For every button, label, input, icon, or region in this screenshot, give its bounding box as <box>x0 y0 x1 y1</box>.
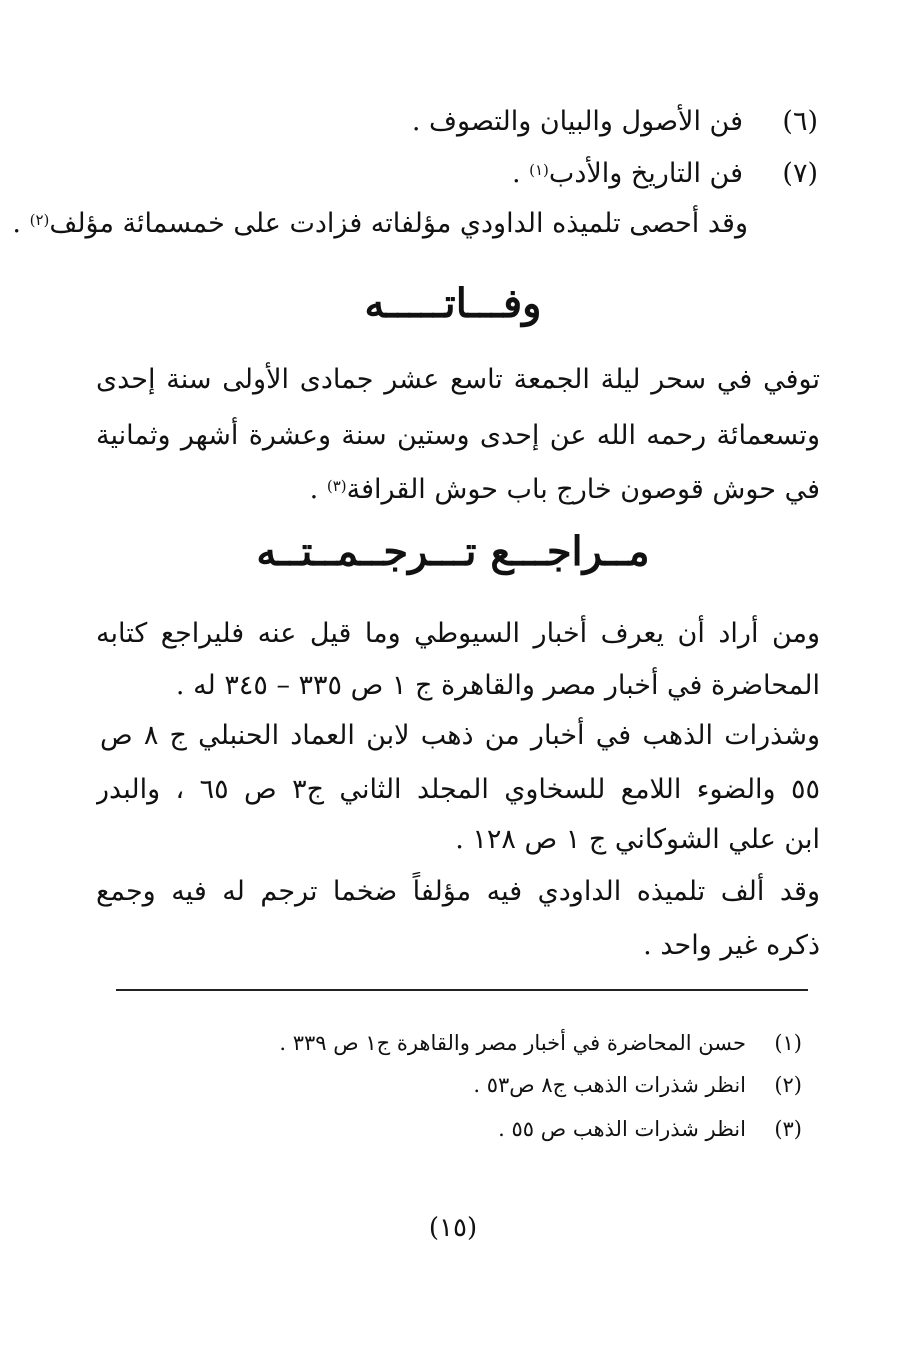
footnote-number: (١) <box>774 1031 802 1055</box>
section-heading-death: وفـــاتـــــه <box>364 280 542 327</box>
intro-paragraph: وقد أحصى تلميذه الداودي مؤلفاته فزادت على خمسمائة مؤلف$^{(٢)}$ . <box>12 208 748 239</box>
footnote-ref: (٣) <box>326 477 347 495</box>
footnote-item <box>279 1028 802 1058</box>
footnote-ref: (٢) <box>29 211 50 229</box>
footnote-number: (٣) <box>774 1117 802 1141</box>
list-number: (٧) <box>782 158 818 189</box>
references-line: ذكره غير واحد . <box>643 930 820 961</box>
death-paragraph-line: وتسعمائة رحمه الله عن إحدى وستين سنة وعشرة أشهر وثمانية <box>96 420 820 451</box>
section-heading-references: مــراجـــع تـــرجــمــتــه <box>256 528 650 575</box>
list-text: فن الأصول والبيان والتصوف . <box>411 106 743 137</box>
footnote-ref: (١) <box>529 161 549 179</box>
references-line: ابن علي الشوكاني ج ١ ص ١٢٨ . <box>455 824 820 855</box>
footnote-item <box>473 1070 802 1100</box>
footnote-item <box>498 1114 802 1144</box>
death-paragraph-line: توفي في سحر ليلة الجمعة تاسع عشر جمادى الأولى سنة إحدى <box>96 364 820 395</box>
list-item-6 <box>412 102 818 142</box>
references-line: ومن أراد أن يعرف أخبار السيوطي وما قيل عنه فليراجع كتابه <box>96 618 820 649</box>
references-line: ٥٥ والضوء اللامع للسخاوي المجلد الثاني ج٣ ص ٦٥ ، والبدر <box>96 774 820 805</box>
death-paragraph-line: في حوش قوصون خارج باب حوش القرافة$^{(٣)}$ . <box>309 474 820 505</box>
footnote-number: (٢) <box>774 1073 802 1097</box>
list-number: (٦) <box>782 106 818 137</box>
references-line: وقد ألف تلميذه الداودي فيه مؤلفاً ضخما ترجم له فيه وجمع <box>96 876 820 907</box>
page-number: (١٥) <box>428 1213 478 1243</box>
footnote-text: انظر شذرات الذهب ج٨ ص٥٣ . <box>473 1073 746 1097</box>
footnote-text: حسن المحاضرة في أخبار مصر والقاهرة ج١ ص ٣٣٩ . <box>279 1031 746 1055</box>
list-text: فن التاريخ والأدب$^{(١)}$ . <box>511 158 743 189</box>
footnote-separator <box>116 989 808 991</box>
references-line: المحاضرة في أخبار مصر والقاهرة ج ١ ص ٣٣٥ – ٣٤٥ له . <box>175 670 820 701</box>
footnote-text: انظر شذرات الذهب ص ٥٥ . <box>498 1117 746 1141</box>
references-line: وشذرات الذهب في أخبار من ذهب لابن العماد الحنبلي ج ٨ ص <box>100 720 820 751</box>
list-item-7 <box>512 154 818 194</box>
